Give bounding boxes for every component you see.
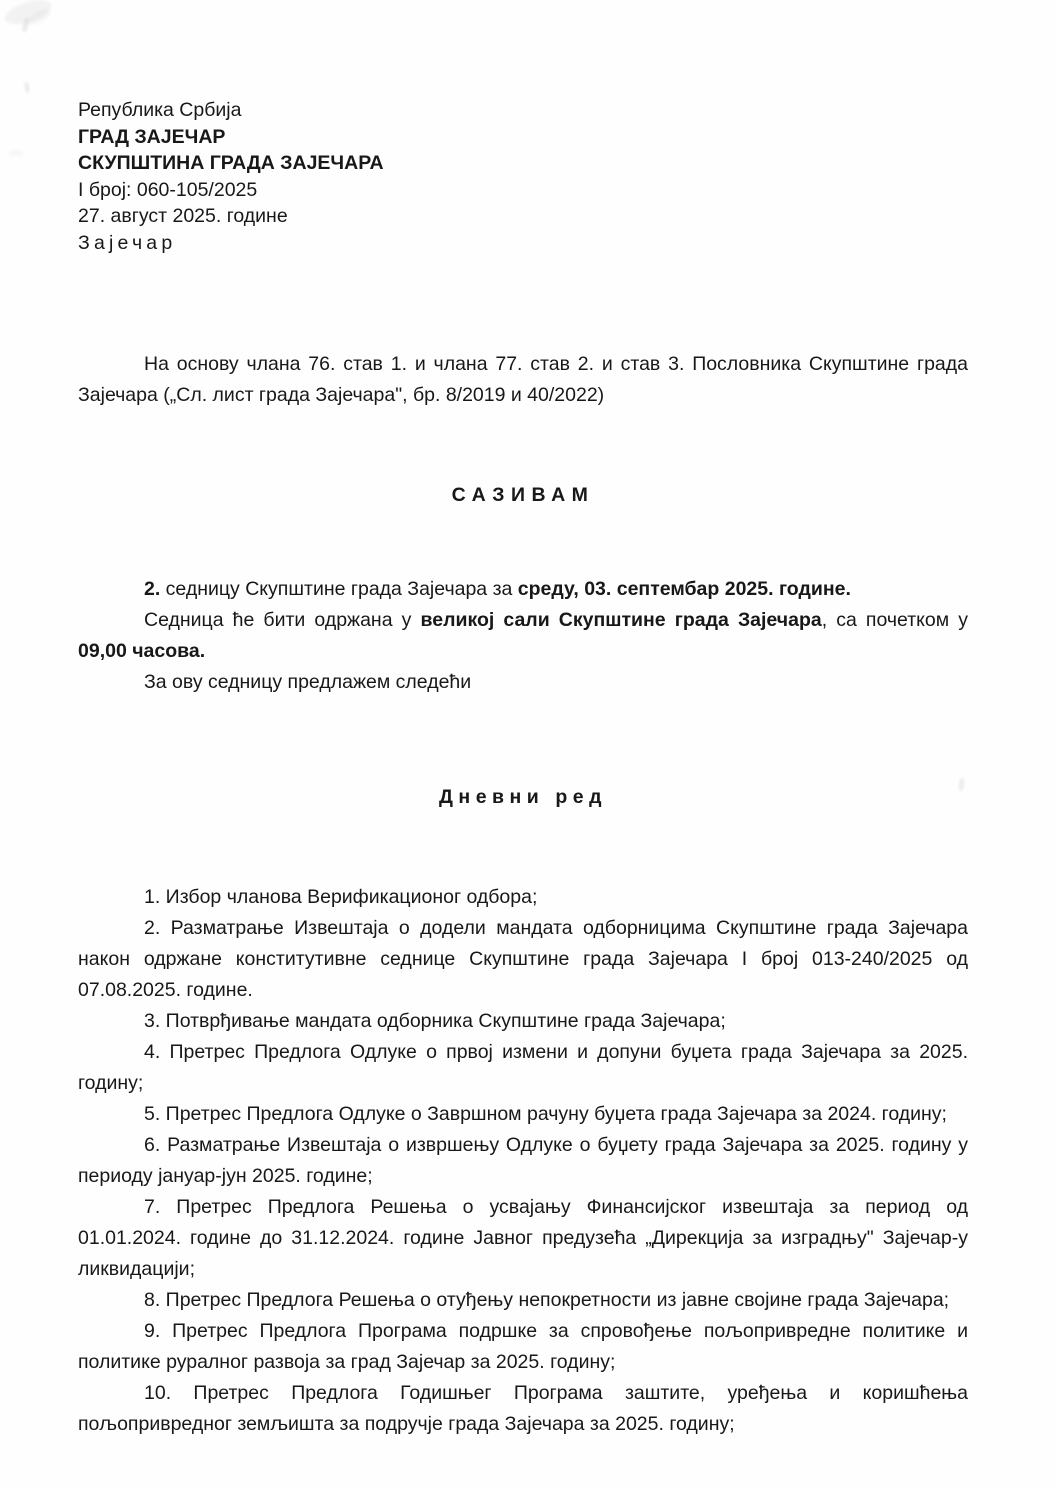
scan-speck-artifact <box>24 82 29 93</box>
letterhead-assembly: СКУПШТИНА ГРАДА ЗАЈЕЧАРА <box>78 152 384 174</box>
scan-smudge-artifact <box>2 0 54 29</box>
convene-heading: САЗИВАМ <box>451 484 595 506</box>
agenda-item: 1. Избор чланова Верификационог одбора; <box>144 886 538 908</box>
document-content <box>78 0 968 1440</box>
agenda-item: 8. Претрес Предлога Решења о отуђењу непокретности из јавне својине града Зајечара; <box>144 1289 950 1311</box>
session-time-prefix: , са почетком у <box>821 609 969 631</box>
letterhead-date: 27. август 2025. године <box>78 205 288 227</box>
agenda-item: 2. Разматрање Извештаја о додели мандата одборницима Скупштине града Зајечара након одржане конститутивне седнице Скупштине града Зајечара I број 013-240/2025 од 07.08.2025. године. <box>78 917 968 1001</box>
agenda-item: 9. Претрес Предлога Програма подршке за спровођење пољопривредне политике и политике руралног развоја за град Зајечар за 2025. годину; <box>78 1320 968 1373</box>
scan-smudge-artifact <box>25 6 53 27</box>
session-venue: великој сали Скупштине града Зајечара <box>420 609 822 631</box>
letterhead-block <box>78 97 968 256</box>
agenda-heading <box>78 786 968 809</box>
scan-speck-artifact <box>22 18 30 33</box>
scan-smudge-artifact <box>8 150 24 157</box>
session-start-time: 09,00 часова. <box>78 640 206 662</box>
session-body-text: седницу Скупштине града Зајечара за <box>160 578 518 600</box>
session-proposal-line: За ову седницу предлажем следећи <box>144 671 472 693</box>
letterhead-place: Зајечар <box>78 231 177 254</box>
session-date-line <box>78 574 968 605</box>
agenda-item: 10. Претрес Предлога Годишњег Програма заштите, уређења и коришћења пољопривредног земљишта за подручје града Зајечара за 2025. годину; <box>78 1382 968 1435</box>
agenda-item: 4. Претрес Предлога Одлуке о првој измени и допуни буџета града Зајечара за 2025. годину; <box>78 1041 968 1094</box>
legal-basis-paragraph: На основу члана 76. став 1. и члана 77. став 2. и став 3. Пословника Скупштине града Зајечара („Сл. лист града Зајечара", бр. 8/2019 и 40/2022) <box>78 353 968 406</box>
agenda-item: 7. Претрес Предлога Решења о усвајању Финансијског извештаја за период од 01.01.2024. године до 31.12.2024. године Јавног предузећа „Дирекција за изградњу" Зајечар-у ликвидацији; <box>78 1196 968 1280</box>
session-details-block <box>78 574 968 698</box>
session-datetime: среду, 03. септембар 2025. године. <box>517 578 851 600</box>
agenda-heading-word-2: ред <box>555 786 607 808</box>
agenda-item: 5. Претрес Предлога Одлуке о Завршном рачуну буџета града Зајечара за 2024. годину; <box>144 1103 947 1125</box>
agenda-heading-word-1: Дневни <box>439 786 545 808</box>
agenda-item-list <box>78 882 968 1440</box>
letterhead-reference-number: I број: 060-105/2025 <box>78 178 258 201</box>
session-location-prefix: Седница ће бити одржана у <box>144 609 421 631</box>
letterhead-city: ГРАД ЗАЈЕЧАР <box>78 125 226 148</box>
letterhead-country: Република Србија <box>78 99 242 121</box>
session-number: 2. <box>144 578 161 600</box>
agenda-item: 6. Разматрање Извештаја о извршењу Одлуке о буџету града Зајечара за 2025. годину у периоду јануар-јун 2025. године; <box>78 1134 968 1187</box>
session-location-line <box>78 605 968 667</box>
agenda-item: 3. Потврђивање мандата одборника Скупштине града Зајечара; <box>144 1010 726 1032</box>
